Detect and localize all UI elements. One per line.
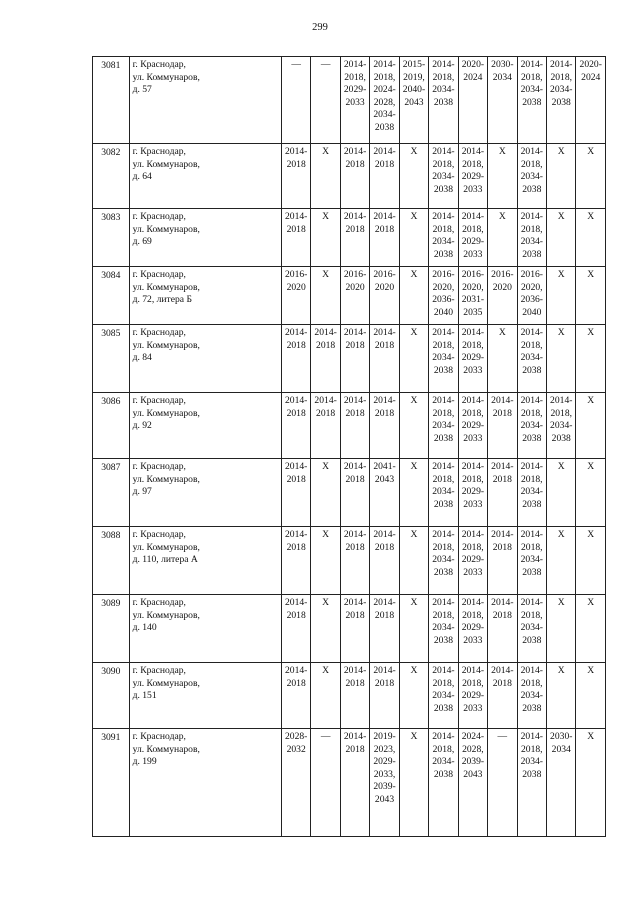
period-cell: Х <box>576 393 606 459</box>
period-cell: 2014- 2018 <box>370 325 399 393</box>
period-cell: 2014- 2018, 2029- 2033 <box>458 527 487 595</box>
address-cell: г. Краснодар, ул. Коммунаров, д. 199 <box>129 729 281 837</box>
period-cell: Х <box>399 209 428 267</box>
row-number: 3083 <box>93 209 130 267</box>
row-number: 3086 <box>93 393 130 459</box>
period-cell: 2014- 2018, 2029- 2033 <box>340 57 369 144</box>
period-cell: 2014- 2018 <box>340 144 369 209</box>
period-cell: 2041- 2043 <box>370 459 399 527</box>
period-cell: Х <box>576 663 606 729</box>
period-cell: Х <box>399 144 428 209</box>
period-cell: 2014- 2018, 2029- 2033 <box>458 325 487 393</box>
row-number: 3091 <box>93 729 130 837</box>
table-row <box>93 267 606 325</box>
period-cell: 2019- 2023, 2029- 2033, 2039- 2043 <box>370 729 399 837</box>
row-number: 3089 <box>93 595 130 663</box>
period-cell: 2014- 2018 <box>281 527 310 595</box>
period-cell: Х <box>311 527 340 595</box>
period-cell: 2016- 2020, 2031- 2035 <box>458 267 487 325</box>
row-number: 3085 <box>93 325 130 393</box>
period-cell: 2014- 2018, 2029- 2033 <box>458 459 487 527</box>
period-cell: — <box>281 57 310 144</box>
period-cell: 2028- 2032 <box>281 729 310 837</box>
period-cell: Х <box>576 325 606 393</box>
period-cell: — <box>311 57 340 144</box>
address-cell: г. Краснодар, ул. Коммунаров, д. 72, литера Б <box>129 267 281 325</box>
period-cell: 2014- 2018, 2034- 2038 <box>517 663 546 729</box>
period-cell: Х <box>399 729 428 837</box>
table-row <box>93 393 606 459</box>
period-cell: 2014- 2018 <box>340 325 369 393</box>
period-cell: 2016- 2020 <box>370 267 399 325</box>
period-cell: 2014- 2018, 2034- 2038 <box>547 57 576 144</box>
period-cell: 2015- 2019, 2040- 2043 <box>399 57 428 144</box>
period-cell: 2030- 2034 <box>488 57 517 144</box>
period-cell: 2016- 2020 <box>281 267 310 325</box>
period-cell: Х <box>311 459 340 527</box>
period-cell: Х <box>488 209 517 267</box>
period-cell: Х <box>399 595 428 663</box>
period-cell: 2014- 2018, 2029- 2033 <box>458 393 487 459</box>
period-cell: Х <box>399 325 428 393</box>
period-cell: Х <box>399 459 428 527</box>
period-cell: Х <box>311 209 340 267</box>
period-cell: 2014- 2018 <box>370 393 399 459</box>
table-row <box>93 57 606 144</box>
period-cell: Х <box>399 393 428 459</box>
table-row <box>93 663 606 729</box>
period-cell: 2014- 2018 <box>488 595 517 663</box>
period-cell: 2014- 2018, 2034- 2038 <box>547 393 576 459</box>
period-cell: 2014- 2018 <box>281 209 310 267</box>
period-cell: 2014- 2018, 2024- 2028, 2034- 2038 <box>370 57 399 144</box>
schedule-table <box>92 56 606 837</box>
period-cell: 2014- 2018, 2034- 2038 <box>517 527 546 595</box>
period-cell: 2014- 2018, 2034- 2038 <box>429 527 458 595</box>
period-cell: 2014- 2018, 2034- 2038 <box>517 209 546 267</box>
period-cell: Х <box>311 595 340 663</box>
row-number: 3088 <box>93 527 130 595</box>
period-cell: 2014- 2018, 2029- 2033 <box>458 663 487 729</box>
period-cell: Х <box>547 459 576 527</box>
period-cell: Х <box>547 144 576 209</box>
period-cell: 2014- 2018, 2034- 2038 <box>517 393 546 459</box>
row-number: 3082 <box>93 144 130 209</box>
period-cell: 2014- 2018 <box>370 663 399 729</box>
period-cell: Х <box>547 527 576 595</box>
period-cell: 2014- 2018, 2034- 2038 <box>517 57 546 144</box>
period-cell: 2014- 2018 <box>340 527 369 595</box>
period-cell: 2014- 2018, 2034- 2038 <box>429 57 458 144</box>
period-cell: Х <box>311 144 340 209</box>
period-cell: 2014- 2018, 2034- 2038 <box>429 325 458 393</box>
period-cell: 2014- 2018, 2034- 2038 <box>429 459 458 527</box>
period-cell: 2014- 2018 <box>281 459 310 527</box>
period-cell: 2014- 2018, 2034- 2038 <box>429 144 458 209</box>
period-cell: 2014- 2018 <box>488 527 517 595</box>
period-cell: 2014- 2018 <box>340 729 369 837</box>
period-cell: 2014- 2018, 2034- 2038 <box>517 459 546 527</box>
row-number: 3084 <box>93 267 130 325</box>
period-cell: 2014- 2018, 2029- 2033 <box>458 595 487 663</box>
address-cell: г. Краснодар, ул. Коммунаров, д. 57 <box>129 57 281 144</box>
address-cell: г. Краснодар, ул. Коммунаров, д. 151 <box>129 663 281 729</box>
period-cell: Х <box>547 663 576 729</box>
row-number: 3081 <box>93 57 130 144</box>
period-cell: Х <box>488 144 517 209</box>
period-cell: 2014- 2018 <box>281 325 310 393</box>
address-cell: г. Краснодар, ул. Коммунаров, д. 84 <box>129 325 281 393</box>
period-cell: 2014- 2018, 2034- 2038 <box>429 663 458 729</box>
address-cell: г. Краснодар, ул. Коммунаров, д. 97 <box>129 459 281 527</box>
period-cell: Х <box>576 209 606 267</box>
period-cell: 2014- 2018 <box>340 663 369 729</box>
row-number: 3087 <box>93 459 130 527</box>
period-cell: Х <box>547 267 576 325</box>
period-cell: 2014- 2018 <box>281 144 310 209</box>
period-cell: 2014- 2018 <box>340 595 369 663</box>
period-cell: Х <box>311 267 340 325</box>
period-cell: 2016- 2020, 2036- 2040 <box>429 267 458 325</box>
page-number: 299 <box>312 22 328 33</box>
period-cell: Х <box>547 595 576 663</box>
period-cell: 2014- 2018 <box>340 393 369 459</box>
period-cell: 2016- 2020 <box>340 267 369 325</box>
period-cell: 2014- 2018, 2034- 2038 <box>517 729 546 837</box>
period-cell: 2014- 2018 <box>370 595 399 663</box>
table-row <box>93 325 606 393</box>
period-cell: — <box>311 729 340 837</box>
period-cell: 2020- 2024 <box>576 57 606 144</box>
period-cell: — <box>488 729 517 837</box>
table-row <box>93 729 606 837</box>
period-cell: 2014- 2018, 2029- 2033 <box>458 209 487 267</box>
period-cell: 2014- 2018, 2034- 2038 <box>517 144 546 209</box>
table-row <box>93 459 606 527</box>
period-cell: 2014- 2018, 2029- 2033 <box>458 144 487 209</box>
period-cell: 2014- 2018 <box>340 209 369 267</box>
period-cell: 2014- 2018 <box>370 144 399 209</box>
period-cell: 2014- 2018, 2034- 2038 <box>429 209 458 267</box>
period-cell: Х <box>488 325 517 393</box>
period-cell: 2014- 2018 <box>281 393 310 459</box>
period-cell: Х <box>576 459 606 527</box>
address-cell: г. Краснодар, ул. Коммунаров, д. 64 <box>129 144 281 209</box>
table-row <box>93 209 606 267</box>
period-cell: 2016- 2020 <box>488 267 517 325</box>
period-cell: 2014- 2018 <box>370 527 399 595</box>
row-number: 3090 <box>93 663 130 729</box>
table-body <box>93 57 606 837</box>
address-cell: г. Краснодар, ул. Коммунаров, д. 140 <box>129 595 281 663</box>
period-cell: Х <box>576 527 606 595</box>
period-cell: 2030- 2034 <box>547 729 576 837</box>
period-cell: Х <box>547 209 576 267</box>
address-cell: г. Краснодар, ул. Коммунаров, д. 69 <box>129 209 281 267</box>
period-cell: 2014- 2018 <box>488 393 517 459</box>
period-cell: Х <box>576 267 606 325</box>
period-cell: Х <box>399 527 428 595</box>
period-cell: 2014- 2018 <box>370 209 399 267</box>
address-cell: г. Краснодар, ул. Коммунаров, д. 92 <box>129 393 281 459</box>
period-cell: 2014- 2018 <box>488 459 517 527</box>
period-cell: 2014- 2018, 2034- 2038 <box>517 325 546 393</box>
period-cell: Х <box>576 144 606 209</box>
period-cell: 2020- 2024 <box>458 57 487 144</box>
table-row <box>93 527 606 595</box>
period-cell: 2014- 2018 <box>281 595 310 663</box>
period-cell: 2014- 2018 <box>281 663 310 729</box>
period-cell: Х <box>311 663 340 729</box>
period-cell: Х <box>399 663 428 729</box>
period-cell: Х <box>576 595 606 663</box>
period-cell: 2014- 2018, 2034- 2038 <box>429 729 458 837</box>
address-cell: г. Краснодар, ул. Коммунаров, д. 110, литера А <box>129 527 281 595</box>
period-cell: 2014- 2018, 2034- 2038 <box>517 595 546 663</box>
period-cell: 2014- 2018 <box>340 459 369 527</box>
period-cell: 2014- 2018 <box>311 325 340 393</box>
table-row <box>93 595 606 663</box>
period-cell: Х <box>547 325 576 393</box>
period-cell: Х <box>576 729 606 837</box>
period-cell: 2024- 2028, 2039- 2043 <box>458 729 487 837</box>
table-row <box>93 144 606 209</box>
period-cell: Х <box>399 267 428 325</box>
period-cell: 2014- 2018, 2034- 2038 <box>429 595 458 663</box>
period-cell: 2014- 2018 <box>311 393 340 459</box>
period-cell: 2016- 2020, 2036- 2040 <box>517 267 546 325</box>
period-cell: 2014- 2018 <box>488 663 517 729</box>
period-cell: 2014- 2018, 2034- 2038 <box>429 393 458 459</box>
